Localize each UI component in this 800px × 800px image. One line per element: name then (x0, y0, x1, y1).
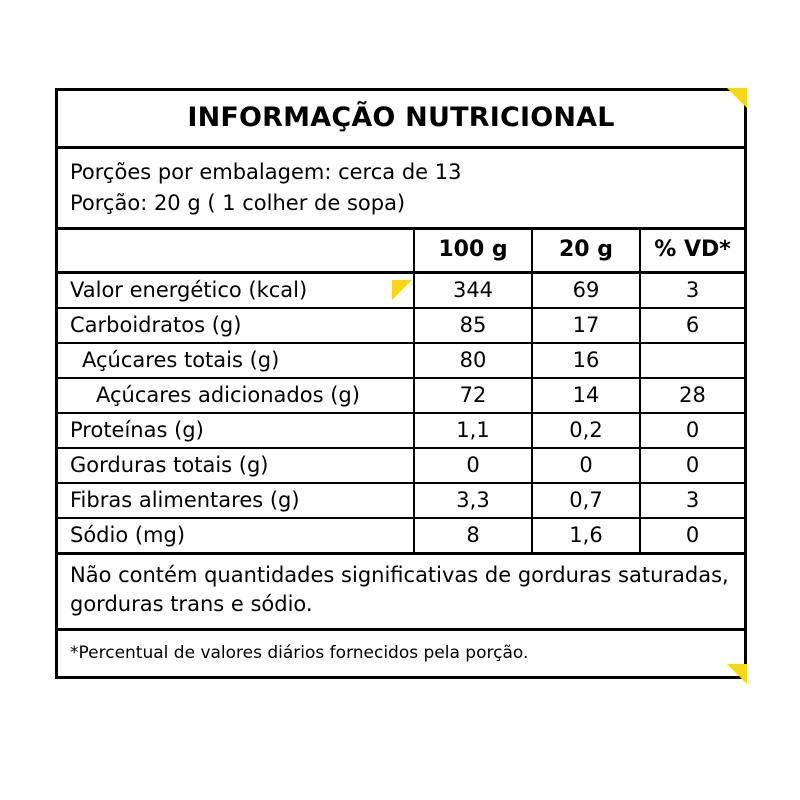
nutrient-value-vd: 28 (640, 378, 744, 413)
nutrient-name: Carboidratos (g) (58, 308, 414, 343)
insignificant-amounts-note (58, 555, 744, 631)
table-row (58, 518, 744, 554)
servings-block (58, 149, 744, 230)
nutrition-facts-panel (55, 88, 747, 679)
corner-mark-icon (727, 664, 747, 684)
table-body (58, 272, 744, 553)
nutrient-value-100g: 8 (414, 518, 532, 554)
nutrient-value-portion: 16 (532, 343, 640, 378)
footnote-text: *Percentual de valores diários fornecidos pela porção. (70, 642, 529, 663)
column-header-vd: % VD* (640, 230, 744, 272)
nutrient-value-100g: 344 (414, 272, 532, 308)
note-line-2: gorduras trans e sódio. (70, 591, 313, 616)
nutrient-value-portion: 69 (532, 272, 640, 308)
nutrient-value-vd: 0 (640, 413, 744, 448)
nutrient-value-100g: 0 (414, 448, 532, 483)
nutrient-name: Sódio (mg) (58, 518, 414, 554)
table-row (58, 413, 744, 448)
nutrient-value-portion: 17 (532, 308, 640, 343)
servings-per-package: Porções por embalagem: cerca de 13 (70, 160, 462, 184)
table-header-row (58, 230, 744, 272)
nutrient-value-portion: 0,7 (532, 483, 640, 518)
column-header-nutrient (58, 230, 414, 272)
column-header-100g: 100 g (414, 230, 532, 272)
nutrient-value-vd: 6 (640, 308, 744, 343)
note-line-1: Não contém quantidades significativas de gorduras saturadas, (70, 562, 729, 587)
nutrient-value-vd (640, 343, 744, 378)
nutrient-value-100g: 85 (414, 308, 532, 343)
nutrient-value-100g: 72 (414, 378, 532, 413)
nutrient-value-100g: 3,3 (414, 483, 532, 518)
nutrient-value-100g: 80 (414, 343, 532, 378)
nutrient-value-vd: 0 (640, 448, 744, 483)
table-row (58, 343, 744, 378)
panel-title-row (58, 91, 744, 149)
nutrient-value-100g: 1,1 (414, 413, 532, 448)
corner-mark-icon (392, 280, 412, 300)
nutrient-name: Açúcares totais (g) (58, 343, 414, 378)
nutrient-name: Açúcares adicionados (g) (58, 378, 414, 413)
nutrient-value-vd: 3 (640, 483, 744, 518)
page-title: INFORMAÇÃO NUTRICIONAL (187, 102, 615, 133)
nutrient-value-portion: 0,2 (532, 413, 640, 448)
nutrient-value-portion: 0 (532, 448, 640, 483)
daily-value-footnote (58, 631, 744, 676)
nutrient-name: Valor energético (kcal) (58, 272, 414, 308)
nutrient-name: Proteínas (g) (58, 413, 414, 448)
table-row (58, 308, 744, 343)
nutrient-name: Fibras alimentares (g) (58, 483, 414, 518)
serving-size: Porção: 20 g ( 1 colher de sopa) (70, 191, 406, 215)
corner-mark-icon (727, 88, 747, 108)
table-header (58, 230, 744, 272)
nutrient-value-portion: 14 (532, 378, 640, 413)
nutrition-table (58, 230, 744, 555)
nutrient-value-vd: 3 (640, 272, 744, 308)
nutrient-name: Gorduras totais (g) (58, 448, 414, 483)
column-header-portion: 20 g (532, 230, 640, 272)
table-row (58, 483, 744, 518)
table-row (58, 378, 744, 413)
table-row (58, 448, 744, 483)
nutrient-value-vd: 0 (640, 518, 744, 554)
nutrient-value-portion: 1,6 (532, 518, 640, 554)
